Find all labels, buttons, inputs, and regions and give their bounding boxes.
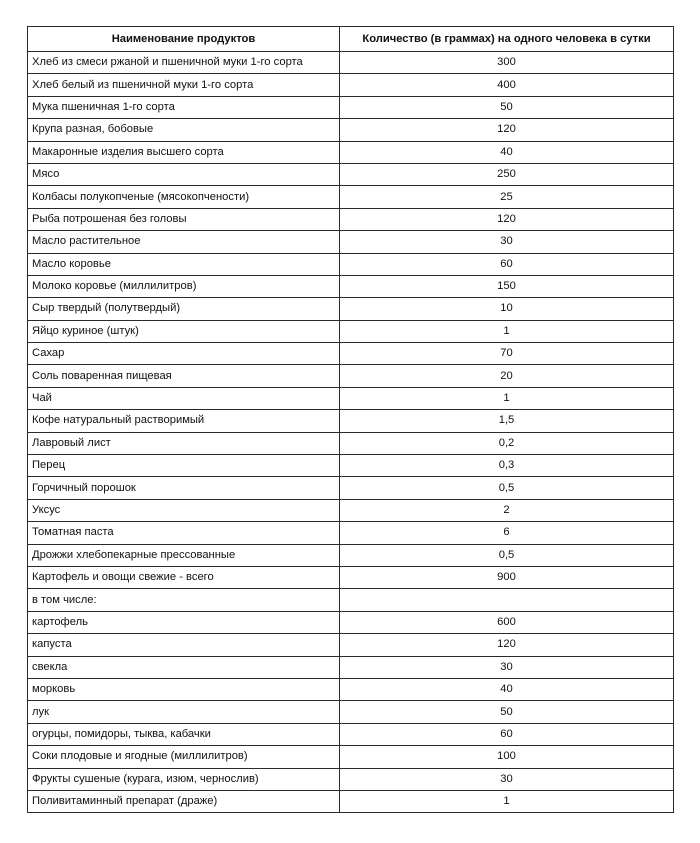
product-name-cell: в том числе:: [28, 589, 340, 611]
product-name-cell: Макаронные изделия высшего сорта: [28, 141, 340, 163]
table-row: [28, 432, 674, 454]
table-row: [28, 298, 674, 320]
product-name-cell: Соль поваренная пищевая: [28, 365, 340, 387]
quantity-cell: 150: [340, 275, 674, 297]
product-name-cell: Масло коровье: [28, 253, 340, 275]
product-name-cell: Картофель и овощи свежие - всего: [28, 566, 340, 588]
quantity-cell: 120: [340, 208, 674, 230]
table-row: [28, 253, 674, 275]
food-ration-table-container: [27, 26, 673, 813]
product-name-cell: Сыр твердый (полутвердый): [28, 298, 340, 320]
quantity-cell: 300: [340, 52, 674, 74]
product-name-cell: Масло растительное: [28, 231, 340, 253]
product-name-cell: морковь: [28, 678, 340, 700]
quantity-cell: 20: [340, 365, 674, 387]
table-row: [28, 365, 674, 387]
product-name-cell: Хлеб из смеси ржаной и пшеничной муки 1-го сорта: [28, 52, 340, 74]
quantity-cell: 60: [340, 723, 674, 745]
quantity-cell: 600: [340, 611, 674, 633]
quantity-cell: 120: [340, 119, 674, 141]
quantity-cell: 0,5: [340, 477, 674, 499]
table-row: [28, 723, 674, 745]
table-row: [28, 701, 674, 723]
table-row: [28, 477, 674, 499]
quantity-cell: 6: [340, 522, 674, 544]
quantity-cell: [340, 589, 674, 611]
table-row: [28, 790, 674, 812]
product-name-cell: Поливитаминный препарат (драже): [28, 790, 340, 812]
table-row: [28, 656, 674, 678]
table-row: [28, 455, 674, 477]
table-row: [28, 186, 674, 208]
table-row: [28, 320, 674, 342]
product-name-cell: Рыба потрошеная без головы: [28, 208, 340, 230]
table-row: [28, 410, 674, 432]
quantity-cell: 40: [340, 678, 674, 700]
product-name-cell: Томатная паста: [28, 522, 340, 544]
quantity-cell: 1: [340, 387, 674, 409]
quantity-cell: 40: [340, 141, 674, 163]
product-name-cell: Хлеб белый из пшеничной муки 1-го сорта: [28, 74, 340, 96]
quantity-cell: 30: [340, 231, 674, 253]
table-row: [28, 387, 674, 409]
table-row: [28, 163, 674, 185]
product-name-cell: Мясо: [28, 163, 340, 185]
product-name-cell: Крупа разная, бобовые: [28, 119, 340, 141]
table-row: [28, 634, 674, 656]
table-row: [28, 96, 674, 118]
product-name-cell: Кофе натуральный растворимый: [28, 410, 340, 432]
table-row: [28, 141, 674, 163]
table-body: [28, 52, 674, 813]
table-row: [28, 544, 674, 566]
product-name-cell: Горчичный порошок: [28, 477, 340, 499]
product-name-cell: Чай: [28, 387, 340, 409]
quantity-cell: 900: [340, 566, 674, 588]
quantity-cell: 70: [340, 343, 674, 365]
quantity-cell: 0,2: [340, 432, 674, 454]
product-name-cell: Молоко коровье (миллилитров): [28, 275, 340, 297]
quantity-cell: 0,3: [340, 455, 674, 477]
product-name-cell: Перец: [28, 455, 340, 477]
quantity-cell: 2: [340, 499, 674, 521]
table-row: [28, 768, 674, 790]
product-name-cell: Сахар: [28, 343, 340, 365]
product-name-cell: картофель: [28, 611, 340, 633]
table-row: [28, 74, 674, 96]
table-row: [28, 343, 674, 365]
table-row: [28, 119, 674, 141]
product-name-cell: капуста: [28, 634, 340, 656]
product-name-cell: Колбасы полукопченые (мясокопчености): [28, 186, 340, 208]
table-row: [28, 678, 674, 700]
product-name-cell: лук: [28, 701, 340, 723]
quantity-cell: 100: [340, 746, 674, 768]
quantity-cell: 25: [340, 186, 674, 208]
table-row: [28, 52, 674, 74]
quantity-cell: 400: [340, 74, 674, 96]
quantity-cell: 0,5: [340, 544, 674, 566]
quantity-cell: 1: [340, 790, 674, 812]
header-product-name: Наименование продуктов: [28, 27, 340, 52]
table-row: [28, 522, 674, 544]
table-row: [28, 611, 674, 633]
food-ration-table: [27, 26, 674, 813]
table-row: [28, 566, 674, 588]
quantity-cell: 30: [340, 768, 674, 790]
table-row: [28, 589, 674, 611]
product-name-cell: Лавровый лист: [28, 432, 340, 454]
table-row: [28, 208, 674, 230]
product-name-cell: Дрожжи хлебопекарные прессованные: [28, 544, 340, 566]
table-row: [28, 231, 674, 253]
product-name-cell: Яйцо куриное (штук): [28, 320, 340, 342]
quantity-cell: 1,5: [340, 410, 674, 432]
table-row: [28, 746, 674, 768]
product-name-cell: Мука пшеничная 1-го сорта: [28, 96, 340, 118]
quantity-cell: 1: [340, 320, 674, 342]
quantity-cell: 50: [340, 701, 674, 723]
quantity-cell: 50: [340, 96, 674, 118]
table-header-row: [28, 27, 674, 52]
quantity-cell: 120: [340, 634, 674, 656]
table-row: [28, 499, 674, 521]
quantity-cell: 30: [340, 656, 674, 678]
table-row: [28, 275, 674, 297]
header-quantity: Количество (в граммах) на одного человека в сутки: [340, 27, 674, 52]
product-name-cell: свекла: [28, 656, 340, 678]
product-name-cell: Фрукты сушеные (курага, изюм, чернослив): [28, 768, 340, 790]
product-name-cell: Соки плодовые и ягодные (миллилитров): [28, 746, 340, 768]
product-name-cell: Уксус: [28, 499, 340, 521]
quantity-cell: 10: [340, 298, 674, 320]
product-name-cell: огурцы, помидоры, тыква, кабачки: [28, 723, 340, 745]
quantity-cell: 250: [340, 163, 674, 185]
quantity-cell: 60: [340, 253, 674, 275]
